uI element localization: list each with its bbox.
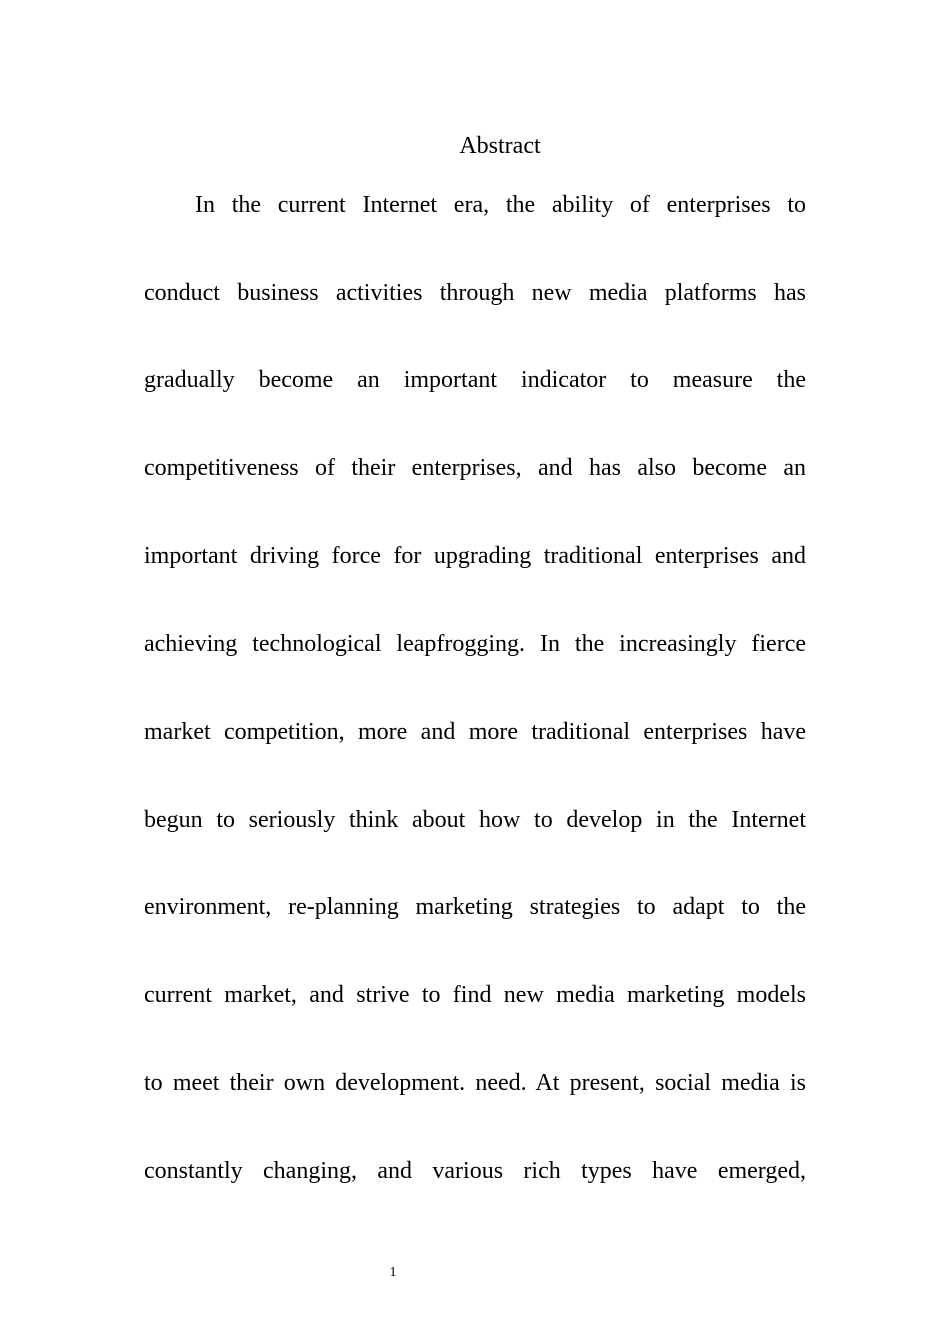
abstract-line: constantly changing, and various rich types have emerged, (144, 1158, 806, 1184)
page-number: 1 (389, 1265, 397, 1280)
abstract-line: environment, re-planning marketing strategies to adapt to the (144, 894, 806, 920)
abstract-line: current market, and strive to find new media marketing models (144, 982, 806, 1008)
abstract-line: achieving technological leapfrogging. In the increasingly fierce (144, 631, 806, 657)
abstract-line: In the current Internet era, the ability of enterprises to (195, 192, 806, 218)
abstract-line: gradually become an important indicator to measure the (144, 367, 806, 393)
abstract-line: conduct business activities through new media platforms has (144, 280, 806, 306)
abstract-line: market competition, more and more traditional enterprises have (144, 719, 806, 745)
abstract-line: to meet their own development. need. At present, social media is (144, 1070, 806, 1096)
abstract-line: important driving force for upgrading traditional enterprises and (144, 543, 806, 569)
abstract-line: begun to seriously think about how to develop in the Internet (144, 807, 806, 833)
abstract-line: competitiveness of their enterprises, and has also become an (144, 455, 806, 481)
abstract-heading: Abstract (459, 133, 541, 159)
